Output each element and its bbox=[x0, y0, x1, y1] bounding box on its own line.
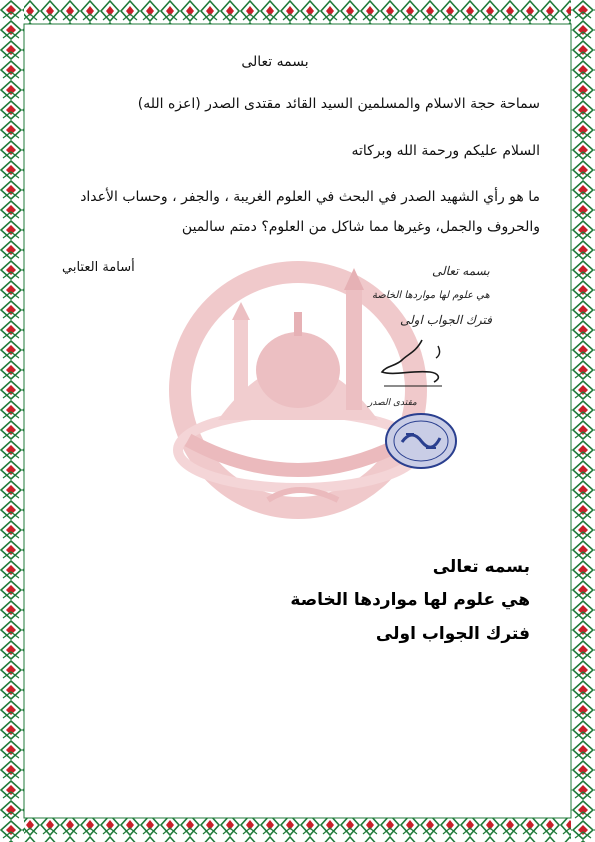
question-text: ما هو رأي الشهيد الصدر في البحث في العلوم الغريبة ، والجفر ، وحساب الأعداد والحروف والجمل، وغيرها مما شاكل من العلوم؟ دمتم سالمين bbox=[80, 189, 540, 235]
handwritten-signature bbox=[372, 336, 452, 396]
salutation-line: سماحة حجة الاسلام والمسلمين السيد القائد مقتدى الصدر (اعزه الله) bbox=[137, 96, 540, 112]
handwritten-basmala: بسمه تعالى bbox=[432, 264, 490, 278]
basmala-header: بسمه تعالى bbox=[241, 54, 309, 70]
official-seal-stamp bbox=[384, 412, 458, 470]
answer-line-2: فترك الجواب اولى bbox=[375, 624, 530, 644]
answer-basmala: بسمه تعالى bbox=[432, 557, 530, 577]
answer-line-1: هي علوم لها مواردها الخاصة bbox=[290, 590, 530, 610]
greeting-line: السلام عليكم ورحمة الله وبركاته bbox=[351, 143, 540, 159]
handwritten-answer-line-1: هي علوم لها مواردها الخاصة bbox=[372, 290, 490, 301]
signature-name: مقتدى الصدر bbox=[368, 398, 417, 408]
handwritten-answer-line-2: فترك الجواب اولى bbox=[400, 313, 492, 327]
asker-name: أسامة العتابي bbox=[62, 260, 135, 275]
